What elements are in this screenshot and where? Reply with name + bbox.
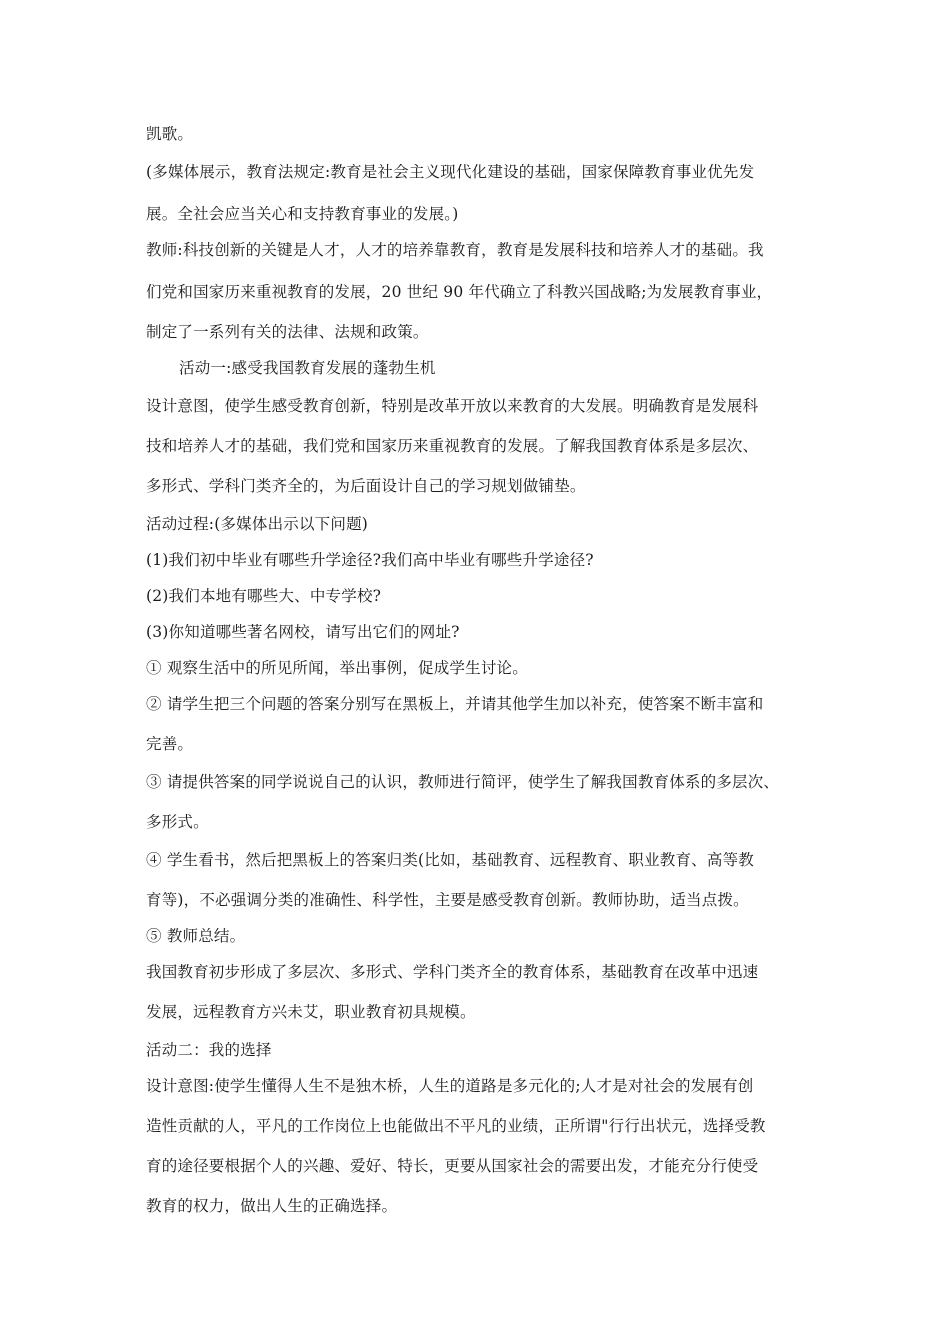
text-line: ⑤ 教师总结。 (146, 927, 246, 945)
text-line: 发展，远程教育方兴未艾，职业教育初具规模。 (146, 1003, 476, 1021)
text-line: 技和培养人才的基础，我们党和国家历来重视教育的发展。了解我国教育体系是多层次、 (146, 437, 759, 455)
text-line: 设计意图，使学生感受教育创新，特别是改革开放以来教育的大发展。明确教育是发展科 (146, 397, 759, 415)
text-line: (2)我们本地有哪些大、中专学校? (146, 587, 382, 605)
text-line: 教育的权力，做出人生的正确选择。 (146, 1197, 398, 1215)
text-line: 多形式、学科门类齐全的，为后面设计自己的学习规划做铺垫。 (146, 477, 586, 495)
text-line: (3)你知道哪些著名网校，请写出它们的网址? (146, 623, 460, 641)
text-line: 们党和国家历来重视教育的发展，20 世纪 90 年代确立了科教兴国战略;为发展教育事业， (146, 283, 773, 301)
text-line: 育的途径要根据个人的兴趣、爱好、特长，更要从国家社会的需要出发，才能充分行使受 (146, 1157, 759, 1175)
text-line: ④ 学生看书，然后把黑板上的答案归类(比如，基础教育、远程教育、职业教育、高等教 (146, 851, 754, 869)
text-line: 凯歌。 (146, 125, 194, 143)
text-line: 造性贡献的人，平凡的工作岗位上也能做出不平凡的业绩，正所谓"行行出状元，选择受教 (146, 1117, 766, 1135)
text-line: (多媒体展示，教育法规定:教育是社会主义现代化建设的基础，国家保障教育事业优先发 (146, 163, 755, 181)
text-line: (1)我们初中毕业有哪些升学途径?我们高中毕业有哪些升学途径? (146, 551, 594, 569)
text-line: 我国教育初步形成了多层次、多形式、学科门类齐全的教育体系，基础教育在改革中迅速 (146, 963, 759, 981)
text-line: ② 请学生把三个问题的答案分别写在黑板上，并请其他学生加以补充，使答案不断丰富和 (146, 695, 764, 713)
text-line: 制定了一系列有关的法律、法规和政策。 (146, 323, 429, 341)
section-heading: 活动一:感受我国教育发展的蓬勃生机 (179, 359, 436, 377)
text-line: 设计意图:使学生懂得人生不是独木桥，人生的道路是多元化的;人才是对社会的发展有创 (146, 1077, 754, 1095)
section-heading: 活动二：我的选择 (146, 1041, 272, 1059)
text-line: ③ 请提供答案的同学说说自己的认识，教师进行简评，使学生了解我国教育体系的多层次、 (146, 773, 780, 791)
text-line: 多形式。 (146, 813, 209, 831)
text-line: 展。全社会应当关心和支持教育事业的发展。) (146, 205, 459, 223)
text-line: 活动过程:(多媒体出示以下问题) (146, 515, 369, 533)
text-line: 完善。 (146, 735, 194, 753)
text-line: 育等)，不必强调分类的准确性、科学性，主要是感受教育创新。教师协助，适当点拨。 (146, 891, 749, 909)
text-line: ① 观察生活中的所见所闻，举出事例，促成学生讨论。 (146, 659, 528, 677)
text-line: 教师:科技创新的关键是人才，人才的培养靠教育，教育是发展科技和培养人才的基础。我 (146, 241, 764, 259)
